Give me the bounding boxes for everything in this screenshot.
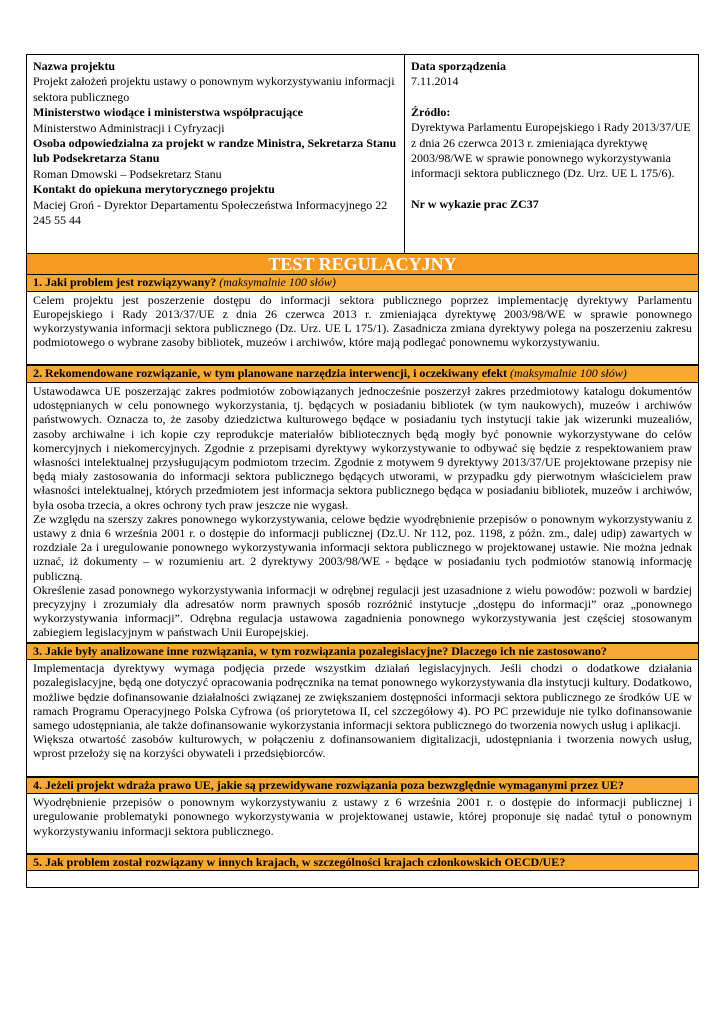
section-body [26, 870, 699, 888]
ministry-label: Ministerstwo wiodące i ministerstwa współpracujące [33, 105, 303, 120]
section-paragraph: Celem projektu jest poszerzenie dostępu do informacji sektora publicznego poprzez implementację dyrektywy Parlamentu Europejskiego i Rady 2013/37/UE z dnia 26 czerwca 2013 r. zmieniająca dyrektywę 2003/98/WE w sprawie ponownego wykorzystywania informacji sektora publicznego (Dz. Urz. UE L 175/1). Zasadnicza zmiana dyrektywy polega na poszerzeniu zakresu podmiotowego o wybrane zasoby bibliotek, muzeów i archiwów, które mają podlegać ponownemu wykorzystywaniu. [33, 292, 692, 350]
section-body [26, 659, 699, 776]
contact-label: Kontakt do opiekuna merytorycznego projektu [33, 182, 275, 197]
section-heading [26, 274, 699, 291]
section-heading-text: 5. Jak problem został rozwiązany w innych krajach, w szczególności krajach członkowskich OECD/UE? [33, 854, 566, 869]
section-heading-text: 2. Rekomendowane rozwiązanie, w tym planowane narzędzia interwencji, i oczekiwany efekt [33, 366, 508, 381]
section-paragraph: Ze względu na szerszy zakres ponownego wykorzystywania, celowe będzie wyodrębnienie przepisów o ponownym wykorzystywaniu z ustawy z dnia 6 września 2001 r. o dostępie do informacji publicznej (Dz.U. Nr 112, poz. 1198, z późn. zm., dalej udip) zawartych w rozdziale 2a i uregulowanie ponownego wykorzystywania informacji sektora publicznego w projektowanej ustawie. Nie można jednak uznać, iż dokumenty – w rozumieniu art. 2 dyrektywy 2003/98/WE - będące w posiadaniu tych podmiotów stanowią informację publiczną. [33, 511, 692, 583]
header-right-cell [405, 55, 698, 253]
section-heading-text: 3. Jakie były analizowane inne rozwiązania, w tym rozwiązania pozalegislacyjne? Dlaczego ich nie zastosowano? [33, 643, 607, 658]
responsible-value: Roman Dmowski – Podsekretarz Stanu [33, 166, 222, 181]
section-paragraph: Określenie zasad ponownego wykorzystywania informacji w odrębnej regulacji jest uzasadnione z wielu powodów: pozwoli w bardziej precyzyjny i zrozumiały dla adresatów norm prawnych sposób rozróżnić instytucje „dostępu do informacji” oraz „ponownego wykorzystywania informacji”. Odrębna regulacja ustawowa zagadnienia ponownego wykorzystywania jest częściej stosowanym zabiegiem legislacyjnym w państwach Unii Europejskiej. [33, 582, 692, 640]
project-name-value: Projekt założeń projektu ustawy o ponownym wykorzystywaniu informacji sektora publicznego [33, 74, 395, 104]
section-body [26, 291, 699, 366]
header-table [26, 54, 699, 254]
section-word-limit: (maksymalnie 100 słów) [219, 275, 336, 289]
contact-value: Maciej Groń - Dyrektor Departamentu Społeczeństwa Informacyjnego 22 245 55 44 [33, 197, 388, 228]
source-value: Dyrektywa Parlamentu Europejskiego i Rady 2013/37/UE z dnia 26 czerwca 2013 r. zmieniająca dyrektywę 2003/98/WE w sprawie ponownego wykorzystywania informacji sektora publicznego (Dz. Urz. UE L 175/6). [411, 120, 691, 181]
section-paragraph: Ustawodawca UE poszerzając zakres podmiotów zobowiązanych jednocześnie poszerzył zakres przedmiotowy katalogu dokumentów udostępnianych w celu ponownego wykorzystania, tj. będących w posiadaniu bibliotek (w tym naukowych), muzeów i archiwów państwowych. Oznacza to, że zasoby dziedzictwa kulturowego będące w posiadaniu tych instytucji takie jak wizerunki muzealiów, zasoby archiwalne i ich kopie czy reprodukcje materiałów bibliotecznych będą mogły być ponownie wykorzystywane do celów komercyjnych i niekomercyjnych. Zgodnie z przepisami dyrektywy wykorzystywanie to odbywać się będzie z respektowaniem praw własności intelektualnej przysługującym podmiotom trzecim. Zgodnie z motywem 9 dyrektywy 2013/37/UE projektowane przepisy nie będą miały zastosowania do informacji sektora publicznego będących utworami, w przypadku gdy pierwotnym właścicielem praw własności intelektualnej, których przedmiotem jest informacja sektora publicznego będąca w posiadaniu bibliotek, muzeów i archiwów, była osoba trzecia, a okres ochrony tych praw jeszcze nie wygasł. [33, 384, 692, 512]
section-heading [26, 643, 699, 660]
ministry-value: Ministerstwo Administracji i Cyfryzacji [33, 120, 225, 135]
registry-label: Nr w wykazie prac ZC37 [411, 196, 539, 211]
section-paragraph: Większa otwartość zasobów kulturowych, w połączeniu z dofinansowaniem digitalizacji, udostępniania i tworzenia nowych usług, wprost przełoży się na korzyści obywateli i przedsiębiorców. [33, 732, 692, 761]
source-label: Źródło: [411, 104, 451, 119]
section-paragraph: Implementacja dyrektywy wymaga podjęcia przede wszystkim działań legislacyjnych. Jeśli chodzi o dodatkowe działania pozalegislacyjne, będą one dotyczyć opracowania podręcznika na temat ponownego wykorzystywania dla instytucji kultury. Dodatkowo, możliwe będzie dofinansowanie działalności związanej ze zwiększaniem dostępności informacji sektora publicznego ze środków UE w ramach Programu Operacyjnego Polska Cyfrowa (oś priorytetowa II, cel szczegółowy 4). PO PC przewiduje nie tylko dofinansowanie samego udostępniania, ale także dofinansowanie wykorzystania informacji sektora publicznego do tworzenia nowych usług i aplikacji. [33, 661, 693, 733]
project-name-label: Nazwa projektu [33, 59, 116, 73]
section-heading [26, 777, 699, 794]
section-body [26, 793, 699, 854]
section-heading-text: 4. Jeżeli projekt wdraża prawo UE, jakie są przewidywane rozwiązania poza bezwzględnie wymaganymi przez UE? [33, 777, 624, 792]
date-value: 7.11.2014 [411, 74, 459, 89]
sections [26, 274, 699, 888]
section-word-limit: (maksymalnie 100 słów) [510, 366, 627, 381]
responsible-label: Osoba odpowiedzialna za projekt w randze Ministra, Sekretarza Stanu lub Podsekretarza Stanu [33, 136, 397, 166]
section-heading-text: 1. Jaki problem jest rozwiązywany? [33, 275, 217, 289]
date-label: Data sporządzenia [411, 59, 506, 73]
page-title: TEST REGULACYJNY [26, 254, 699, 274]
header-left-cell [27, 55, 405, 253]
section-heading [26, 365, 699, 382]
regulatory-form [26, 54, 699, 888]
section-heading [26, 854, 699, 871]
section-paragraph: Wyodrębnienie przepisów o ponownym wykorzystywaniu z ustawy z 6 września 2001 r. o dostępie do informacji publicznej i uregulowanie problematyki ponownego wykorzystywania w projektowanej ustawie, której proponuje się nadać tytuł o ponownym wykorzystywaniu informacji sektora publicznego. [33, 795, 692, 838]
section-body [26, 382, 699, 643]
